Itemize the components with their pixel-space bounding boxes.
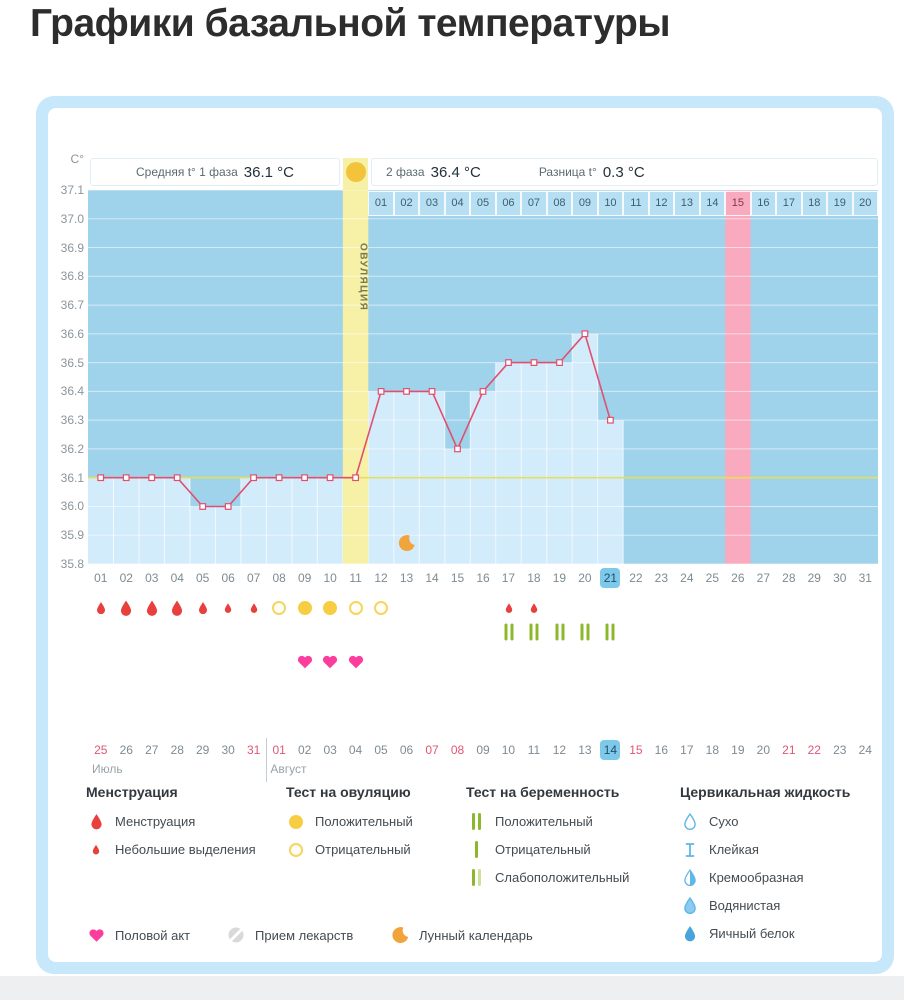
legend-item [466, 839, 676, 860]
legend-item [680, 895, 890, 916]
cycle-day-label: 22 [629, 571, 643, 585]
cycle-day-label: 27 [756, 571, 771, 585]
phase1-label: Средняя t° 1 фаза [136, 165, 238, 179]
circle-filled-icon [286, 815, 306, 829]
y-tick: 37.0 [60, 211, 84, 226]
ovulation-test-icon [374, 601, 388, 615]
y-tick: 37.1 [60, 183, 84, 197]
date-label: 24 [858, 743, 872, 757]
dpo-cell: 10 [598, 191, 624, 216]
ovulation-test-icon [298, 601, 312, 615]
date-label: 09 [476, 743, 490, 757]
cycle-day-label: 12 [374, 571, 388, 585]
drop-full-icon [680, 925, 700, 942]
cycle-day-label: 13 [399, 571, 414, 585]
dpo-cell: 09 [572, 191, 598, 216]
dpo-cell: 15 [725, 191, 751, 216]
legend-item-label: Водянистая [709, 898, 781, 913]
pregnancy-test-icon [606, 624, 615, 641]
cycle-day-label: 17 [501, 571, 516, 585]
phase2-summary [371, 158, 878, 186]
dpo-cell: 05 [470, 191, 496, 216]
phase1-value: 36.1 °C [243, 163, 294, 181]
page-footer-strip [0, 976, 904, 1000]
cycle-day-label: 24 [680, 571, 694, 585]
month-label: Июль [92, 762, 123, 776]
legend-item [86, 924, 190, 946]
legend-item [680, 867, 890, 888]
page-title: Графики базальной температуры [30, 2, 671, 45]
y-tick: 36.3 [60, 413, 84, 428]
cycle-day-label: 02 [119, 571, 133, 585]
y-tick: 36.4 [60, 384, 84, 399]
date-label: 12 [552, 743, 567, 757]
legend-item [680, 839, 890, 860]
date-label: 25 [94, 743, 108, 757]
cycle-day-label: 14 [425, 571, 439, 585]
date-label: 03 [323, 743, 337, 757]
legend-item-label: Кремообразная [709, 870, 804, 885]
menstruation-drop-icon [145, 600, 158, 617]
legend-item-label: Отрицательный [495, 842, 591, 857]
date-label: 05 [374, 743, 388, 757]
cycle-day-label: 20 [578, 571, 592, 585]
date-label: 17 [680, 743, 694, 757]
y-tick: 36.0 [60, 499, 84, 514]
month-divider [266, 738, 267, 782]
dpo-cell: 16 [751, 191, 777, 216]
date-label: 04 [348, 743, 363, 757]
cycle-day-label: 21 [600, 568, 620, 588]
legend-item-label: Половой акт [115, 927, 191, 943]
y-axis-unit: C° [70, 152, 84, 166]
legend-section [86, 784, 296, 867]
menstruation-drop-icon [171, 600, 184, 617]
date-label: 02 [297, 743, 312, 757]
cycle-day-label: 30 [833, 571, 847, 585]
y-tick: 36.9 [60, 240, 84, 255]
date-label: 19 [731, 743, 745, 757]
spotting-drop-icon [530, 603, 538, 614]
cycle-day-label: 09 [297, 571, 312, 585]
cycle-day-label: 03 [145, 571, 159, 585]
menstruation-drop-icon [96, 601, 106, 615]
menstruation-drop-icon [198, 601, 208, 615]
legend-item-label: Отрицательный [315, 842, 411, 857]
legend-item-label: Яичный белок [709, 926, 795, 941]
bars-double-icon [466, 813, 486, 830]
ovulation-day-icon [346, 162, 366, 182]
drop-watery-icon [680, 897, 700, 914]
sticky-icon [680, 842, 700, 858]
y-tick: 35.8 [60, 557, 84, 571]
y-tick: 35.9 [60, 528, 84, 543]
cycle-day-label: 11 [349, 571, 362, 585]
date-label: 13 [578, 743, 592, 757]
date-label: 08 [450, 743, 465, 757]
date-label: 11 [527, 743, 541, 757]
pill-icon [226, 927, 246, 943]
cycle-day-label: 08 [272, 571, 286, 585]
bar-single-icon [466, 841, 486, 858]
spotting-drop-icon [505, 603, 513, 614]
pregnancy-test-icon [580, 624, 589, 641]
cycle-day-label: 04 [170, 571, 184, 585]
legend-item [286, 839, 496, 860]
dpo-cell: 20 [853, 191, 879, 216]
date-label: 01 [272, 743, 286, 757]
ovulation-test-icon [323, 601, 337, 615]
cycle-day-label: 19 [552, 571, 567, 585]
dpo-cell: 19 [827, 191, 853, 216]
month-label: Август [270, 762, 307, 776]
date-label: 29 [195, 743, 210, 757]
date-label: 30 [221, 743, 235, 757]
legend-item-label: Клейкая [709, 842, 759, 857]
cycle-day-label: 23 [654, 571, 669, 585]
legend-item [86, 811, 296, 832]
cycle-day-label: 25 [705, 571, 720, 585]
drop-small-icon [86, 844, 106, 855]
date-label: 14 [600, 740, 620, 760]
legend-item-label: Слабоположительный [495, 870, 630, 885]
date-label: 22 [807, 743, 821, 757]
dpo-cell: 18 [802, 191, 828, 216]
dpo-cell: 03 [419, 191, 445, 216]
dpo-cell: 01 [368, 191, 394, 216]
date-label: 27 [145, 743, 159, 757]
legend-item-label: Небольшие выделения [115, 842, 256, 857]
ovulation-test-icon [272, 601, 286, 615]
legend-item-label: Лунный календарь [419, 927, 533, 943]
date-label: 15 [629, 743, 643, 757]
legend-item [680, 811, 890, 832]
y-tick: 36.2 [60, 441, 84, 456]
cycle-day-label: 29 [807, 571, 821, 585]
dpo-cell: 08 [547, 191, 573, 216]
pregnancy-test-icon [530, 624, 539, 641]
dpo-cell: 11 [623, 191, 649, 216]
phase2-label: 2 фаза [386, 165, 425, 179]
legend-section-title: Тест на беременность [466, 784, 620, 800]
ovulation-label: ОВУЛЯЦИЯ [357, 242, 369, 312]
legend-item [286, 811, 496, 832]
dpo-cell: 06 [496, 191, 522, 216]
legend-section [286, 784, 496, 867]
date-label: 07 [425, 743, 439, 757]
heart-icon [86, 928, 106, 943]
cycle-day-label: 18 [527, 571, 541, 585]
legend-item-label: Менструация [115, 814, 196, 829]
cycle-day-label: 16 [476, 571, 490, 585]
date-label: 06 [399, 743, 414, 757]
legend-section [466, 784, 676, 895]
cycle-day-label: 05 [195, 571, 210, 585]
ovulation-test-icon [349, 601, 363, 615]
menstruation-drop-icon [250, 603, 258, 614]
legend-item-label: Прием лекарств [255, 927, 354, 943]
legend-section-title: Менструация [86, 784, 178, 800]
dpo-cell: 14 [700, 191, 726, 216]
date-label: 10 [501, 743, 516, 757]
chart-card [36, 96, 894, 974]
legend-section-title: Цервикальная жидкость [680, 784, 851, 800]
cycle-day-label: 07 [246, 571, 261, 585]
pregnancy-test-icon [555, 624, 564, 641]
pregnancy-test-icon [504, 624, 513, 641]
legend-item-label: Положительный [315, 814, 413, 829]
dpo-cell: 02 [394, 191, 420, 216]
circle-outline-icon [286, 843, 306, 857]
date-label: 23 [833, 743, 847, 757]
legend-item-label: Положительный [495, 814, 593, 829]
cycle-day-label: 28 [782, 571, 796, 585]
legend-item [680, 923, 890, 944]
intercourse-heart-icon [347, 655, 364, 670]
y-tick: 36.6 [60, 326, 84, 341]
ovulation-marker [343, 158, 369, 191]
dpo-cell: 17 [776, 191, 802, 216]
legend-item [226, 924, 353, 946]
y-tick: 36.1 [60, 470, 84, 485]
intercourse-heart-icon [322, 655, 339, 670]
legend-item [466, 811, 676, 832]
intercourse-heart-icon [296, 655, 313, 670]
bars-weak-icon [466, 869, 486, 886]
dpo-cell: 12 [649, 191, 675, 216]
legend-section [680, 784, 890, 951]
date-label: 21 [782, 743, 796, 757]
date-label: 20 [756, 743, 771, 757]
date-label: 16 [654, 743, 669, 757]
date-label: 28 [170, 743, 184, 757]
legend-item-label: Сухо [709, 814, 739, 829]
cycle-day-label: 06 [221, 571, 235, 585]
date-label: 26 [119, 743, 133, 757]
date-label: 31 [246, 743, 261, 757]
phase2-value: 36.4 °C [430, 163, 481, 181]
diff-value: 0.3 °C [602, 163, 645, 181]
date-label: 18 [705, 743, 720, 757]
moon-icon [390, 926, 410, 944]
chart-panel [48, 108, 882, 962]
dpo-cell: 07 [521, 191, 547, 216]
menstruation-drop-icon [120, 600, 133, 617]
legend-item [466, 867, 676, 888]
phase1-summary [90, 158, 340, 186]
cycle-day-label: 10 [323, 571, 337, 585]
y-tick: 36.5 [60, 355, 84, 370]
drop-large-icon [86, 813, 106, 830]
y-tick: 36.7 [60, 298, 84, 313]
dpo-cell: 04 [445, 191, 471, 216]
cycle-day-label: 26 [731, 571, 745, 585]
drop-outline-icon [680, 813, 700, 830]
y-tick: 36.8 [60, 269, 84, 284]
cycle-day-label: 01 [94, 571, 108, 585]
legend-item [390, 924, 533, 946]
cycle-day-label: 31 [858, 571, 872, 585]
cycle-day-label: 15 [450, 571, 465, 585]
drop-cream-icon [680, 869, 700, 886]
dpo-cell: 13 [674, 191, 700, 216]
legend-item [86, 839, 296, 860]
menstruation-drop-icon [224, 603, 232, 614]
diff-label: Разница t° [538, 165, 597, 179]
legend-section-title: Тест на овуляцию [286, 784, 411, 800]
temperature-chart [88, 190, 878, 564]
